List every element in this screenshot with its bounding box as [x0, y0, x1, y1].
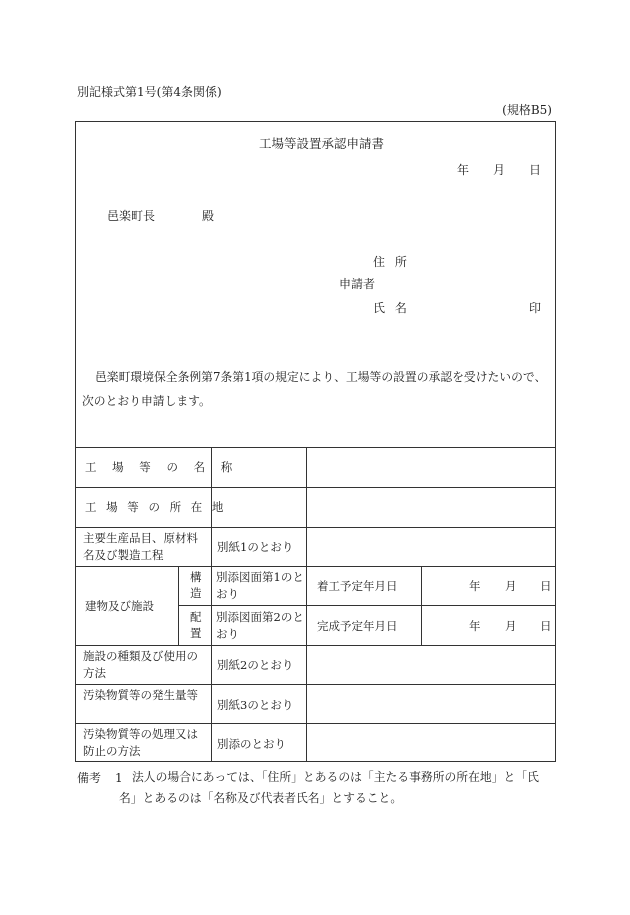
applicant-label: 申請者	[339, 277, 376, 291]
table-col-line	[211, 447, 212, 762]
size-note: (規格B5)	[502, 103, 552, 117]
layout-date-month: 月	[505, 619, 517, 633]
table-col-line	[421, 566, 422, 645]
table-line	[75, 645, 556, 646]
row-label-products: 主要生産品目、原材料名及び製造工程	[83, 531, 198, 562]
table-top-line	[75, 447, 556, 448]
date-year-label: 年	[457, 163, 470, 177]
remarks-number: 1	[115, 771, 123, 785]
row-label-factory-name: 工 場 等 の 名 称	[85, 460, 239, 474]
structure-date-day: 日	[540, 579, 552, 593]
seal-mark: 印	[529, 301, 542, 315]
table-line	[75, 566, 556, 567]
date-month-label: 月	[493, 163, 506, 177]
row-value-pollutant-amount: 別紙3のとおり	[217, 698, 294, 712]
layout-value: 別添図面第2のとおり	[216, 610, 304, 641]
form-label: 別記様式第1号(第4条関係)	[77, 85, 222, 99]
sub-label-structure: 構造	[190, 570, 202, 601]
structure-date-month: 月	[505, 579, 517, 593]
layout-date-day: 日	[540, 619, 552, 633]
table-col-line	[178, 566, 179, 645]
remarks-line-1: 法人の場合にあっては、「住所」とあるのは「主たる事務所の所在地」と「氏	[132, 770, 539, 784]
remarks-label: 備考	[77, 771, 102, 785]
addressee-honorific: 殿	[202, 209, 215, 223]
body-text-line-1: 邑楽町環境保全条例第7条第1項の規定により、工場等の設置の承認を受けたいので、	[95, 370, 547, 384]
date-day-label: 日	[529, 163, 542, 177]
row-label-pollutant-treatment: 汚染物質等の処理又は防止の方法	[83, 727, 198, 758]
table-line	[75, 527, 556, 528]
table-line	[75, 723, 556, 724]
row-value-pollutant-treatment: 別添のとおり	[217, 737, 286, 751]
structure-date-year: 年	[469, 579, 481, 593]
layout-date-year: 年	[469, 619, 481, 633]
table-col-line	[306, 447, 307, 762]
row-value-products: 別紙1のとおり	[217, 540, 294, 554]
row-label-factory-location: 工 場 等 の 所 在 地	[85, 500, 227, 514]
row-label-building: 建物及び施設	[85, 599, 154, 613]
row-label-facility-type: 施設の種類及び使用の方法	[83, 649, 198, 680]
addressee-name: 邑楽町長	[107, 209, 156, 223]
remarks-line-2: 名」とあるのは「名称及び代表者氏名」とすること。	[119, 791, 403, 805]
layout-date-label: 完成予定年月日	[317, 619, 398, 633]
structure-date-label: 着工予定年月日	[317, 579, 398, 593]
name-label: 氏 名	[373, 301, 407, 315]
table-line	[178, 605, 556, 606]
table-line	[75, 487, 556, 488]
sub-label-layout: 配置	[190, 610, 202, 641]
row-value-facility-type: 別紙2のとおり	[217, 658, 294, 672]
row-label-pollutant-amount: 汚染物質等の発生量等	[83, 688, 198, 702]
structure-value: 別添図面第1のとおり	[216, 570, 304, 601]
body-text-line-2: 次のとおり申請します。	[82, 394, 211, 408]
table-line	[75, 684, 556, 685]
form-title: 工場等設置承認申請書	[259, 136, 385, 151]
address-label: 住 所	[373, 255, 407, 269]
